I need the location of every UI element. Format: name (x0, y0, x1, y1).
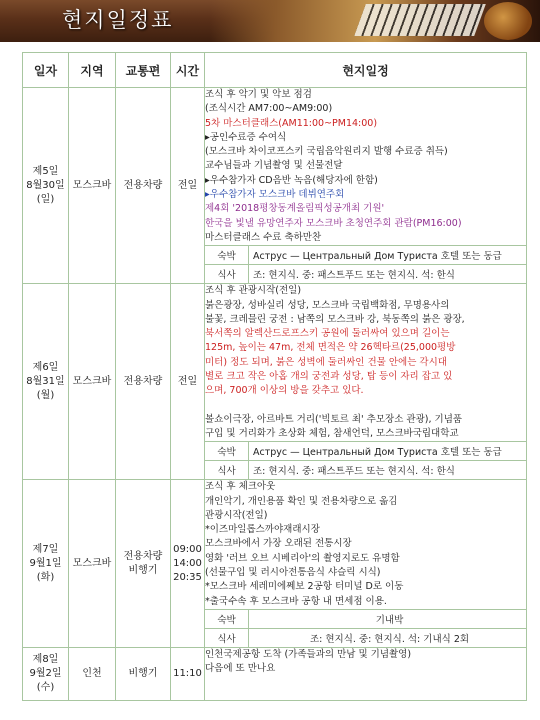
header-row (23, 53, 527, 88)
meal-value: 조: 현지식. 중: 패스트푸드 또는 현지식. 석: 한식 (249, 265, 527, 284)
itinerary-cell (205, 284, 527, 442)
day-date: 9월2일 (29, 667, 62, 679)
hotel-value: Аструс — Центральный Дом Туриста 호텔 또는 동급 (249, 442, 527, 461)
itinerary-line: 미터) 정도 되며, 붉은 성벽에 둘러싸인 건물 안에는 각시대 (205, 356, 447, 368)
itinerary-line: 불꽃, 크레믈린 궁전 : 남쪽의 모스크바 강, 북동쪽의 붉은 광장, (205, 313, 465, 325)
day-number: 제5일 (32, 165, 59, 177)
transport-cell: 전용차량 (116, 88, 171, 284)
transport-cell: 비행기 (116, 647, 171, 700)
day-cell (23, 480, 69, 648)
itinerary-line: 조식 후 관광시작(전일) (205, 285, 302, 297)
title-banner (0, 0, 540, 42)
meal-value: 조: 현지식. 중: 패스트푸드 또는 현지식. 석: 한식 (249, 461, 527, 480)
hotel-label: 숙박 (205, 246, 249, 265)
itinerary-line: 영화 '러브 오브 시베리아'의 촬영지로도 유명함 (205, 552, 400, 564)
day-cell (23, 284, 69, 480)
hotel-value: 기내박 (249, 609, 527, 628)
itinerary-line: 5차 마스터클래스(AM11:00~PM14:00) (205, 117, 378, 129)
itinerary-line: ▸공인수료증 수여식 (205, 131, 287, 143)
itinerary-spacer (205, 399, 526, 413)
itinerary-line: 개인악기, 개인용품 확인 및 전용차량으로 옮김 (205, 495, 398, 507)
itinerary-line: 조식 후 체크아웃 (205, 481, 276, 493)
itinerary-line: 구입 및 거리화가 초상화 체험, 참새언덕, 모스크바국립대학교 (205, 427, 459, 439)
schedule-table (22, 52, 527, 701)
itinerary-line: (모스크바 차이코프스키 국립음악원리지 발행 수료증 취득) (205, 146, 448, 158)
day-cell (23, 647, 69, 700)
itinerary-line: 마스터클래스 수료 축하만찬 (205, 231, 322, 243)
itinerary-line: *모스크바 세레미에쩨보 2공항 터미널 D로 이동 (205, 581, 404, 593)
day-weekday: (일) (36, 193, 55, 205)
itinerary-line: ▸우수참가자 모스크바 데뷔연주회 (205, 189, 345, 201)
hotel-label: 숙박 (205, 442, 249, 461)
itinerary-line: 북서쪽의 알렉산드로프스키 공원에 둘러싸여 있으며 길이는 (205, 328, 450, 340)
itinerary-line: 으며, 700개 이상의 방을 갖추고 있다. (205, 385, 364, 397)
header-region: 지역 (69, 53, 116, 88)
meal-label: 식사 (205, 461, 249, 480)
itinerary-cell (205, 647, 527, 700)
day-row (23, 647, 527, 700)
itinerary-line: *이즈마일롭스까야재래시장 (205, 524, 320, 536)
region-cell: 모스크바 (69, 284, 116, 480)
day-cell (23, 88, 69, 284)
day-row (23, 480, 527, 610)
region-cell: 모스크바 (69, 480, 116, 648)
day-date: 8월31일 (26, 375, 65, 387)
piano-keys-graphic (354, 4, 486, 36)
hotel-value: Аструс — Центральный Дом Туриста 호텔 또는 동급 (249, 246, 527, 265)
itinerary-line: ▸우수참가자 CD음반 녹음(해당자에 한함) (205, 174, 378, 186)
region-cell: 모스크바 (69, 88, 116, 284)
region-cell: 인천 (69, 647, 116, 700)
day-weekday: (화) (36, 571, 55, 583)
day-number: 제7일 (32, 543, 59, 555)
meal-label: 식사 (205, 628, 249, 647)
itinerary-line: 별로 크고 작은 아홉 개의 궁전과 성당, 탑 등이 자리 잡고 있 (205, 371, 453, 383)
violin-graphic (484, 2, 532, 40)
time-line: 20:35 (173, 571, 202, 583)
itinerary-line: 125m, 높이는 47m, 전체 면적은 약 26헥타르(25,000평방 (205, 342, 456, 354)
itinerary-line: 조식 후 악기 및 악보 점검 (205, 89, 312, 100)
day-weekday: (월) (36, 389, 55, 401)
itinerary-line: 모스크바에서 가장 오래된 전통시장 (205, 538, 352, 550)
header-date: 일자 (23, 53, 69, 88)
day-weekday: (수) (36, 681, 55, 693)
itinerary-line: (선물구입 및 러시아전통음식 샤슬릭 시식) (205, 567, 381, 579)
time-line: 14:00 (173, 557, 202, 569)
header-transport: 교통편 (116, 53, 171, 88)
itinerary-line: 붉은광장, 성바실리 성당, 모스크바 국립백화점, 무명용사의 (205, 299, 450, 311)
day-date: 8월30일 (26, 179, 65, 191)
itinerary-line: 관광시작(전일) (205, 509, 268, 521)
itinerary-line: 교수님들과 기념촬영 및 선물전달 (205, 160, 343, 172)
itinerary-cell (205, 480, 527, 610)
transport-cell: 전용차량 (116, 284, 171, 480)
day-number: 제6일 (32, 361, 59, 373)
header-time: 시간 (171, 53, 205, 88)
header-itinerary: 현지일정 (205, 53, 527, 88)
time-cell: 전일 (171, 284, 205, 480)
time-cell: 전일 (171, 88, 205, 284)
transport-line: 비행기 (128, 564, 158, 576)
itinerary-line: 다음에 또 만나요 (205, 663, 276, 675)
itinerary-line: 한국을 빛낼 유망연주자 모스크바 초청연주회 관람(PM16:00) (205, 217, 462, 229)
itinerary-line: 볼쇼이극장, 아르바트 거리('빅토르 최' 추모장소 관광), 기념품 (205, 413, 463, 425)
hotel-label: 숙박 (205, 609, 249, 628)
itinerary-line: (조식시간 AM7:00~AM9:00) (205, 103, 333, 115)
itinerary-line: 제4회 '2018평창동계올림픽성공개최 기원' (205, 203, 385, 215)
day-date: 9월1일 (29, 557, 62, 569)
page-title: 현지일정표 (62, 8, 174, 32)
meal-value: 조: 현지식. 중: 현지식. 석: 기내식 2회 (249, 628, 527, 647)
time-cell (171, 480, 205, 648)
day-row (23, 284, 527, 442)
time-cell: 11:10 (171, 647, 205, 700)
itinerary-cell (205, 88, 527, 246)
itinerary-line: *출국수속 후 모스크바 공항 내 면세점 이용. (205, 595, 387, 607)
meal-label: 식사 (205, 265, 249, 284)
itinerary-line: 인천국제공항 도착 (가족들과의 만남 및 기념촬영) (205, 648, 412, 660)
transport-cell (116, 480, 171, 648)
day-number: 제8일 (32, 653, 59, 665)
transport-line: 전용차량 (123, 550, 163, 562)
day-row (23, 88, 527, 246)
time-line: 09:00 (173, 543, 202, 555)
